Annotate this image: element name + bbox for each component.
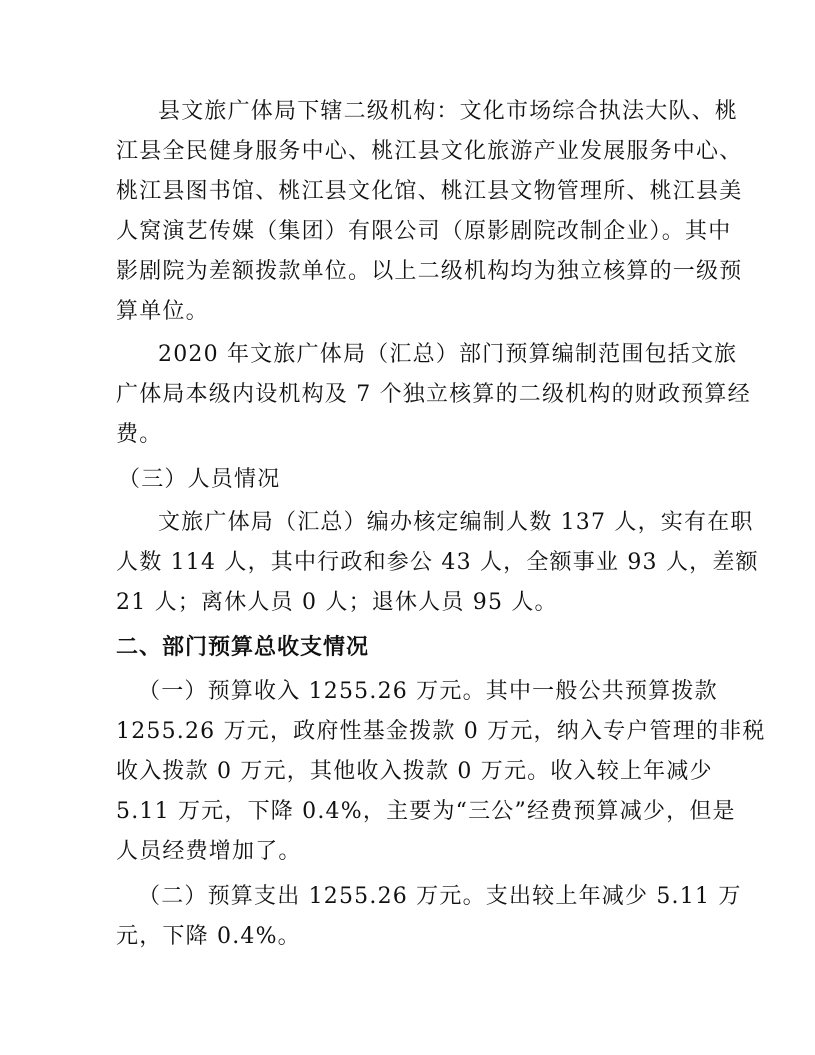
paragraph-line: 5.11 万元，下降 0.4%，主要为“三公”经费预算减少，但是 [116,799,736,824]
paragraph-line: 县文旅广体局下辖二级机构：文化市场综合执法大队、桃 [158,99,739,124]
paragraph-line: 江县全民健身服务中心、桃江县文化旅游产业发展服务中心、 [116,139,743,164]
paragraph-line: 桃江县图书馆、桃江县文化馆、桃江县文物管理所、桃江县美 [116,179,743,204]
paragraph-line: 元，下降 0.4%。 [116,924,301,949]
paragraph-line: 费。 [116,422,163,447]
paragraph-line: 影剧院为差额拨款单位。以上二级机构均为独立核算的一级预 [116,259,743,284]
paragraph-line: 人员经费增加了。 [116,839,302,864]
paragraph-line: 1255.26 万元，政府性基金拨款 0 万元，纳入专户管理的非税 [116,719,766,744]
paragraph-line: 21 人；离休人员 0 人；退休人员 95 人。 [116,590,558,615]
paragraph-line: 人窝演艺传媒（集团）有限公司（原影剧院改制企业）。其中 [116,219,732,244]
paragraph-line: （二）预算支出 1255.26 万元。支出较上年减少 5.11 万 [138,884,742,909]
paragraph-line: 人数 114 人，其中行政和参公 43 人，全额事业 93 人，差额 [116,550,759,575]
paragraph-line: 广体局本级内设机构及 7 个独立核算的二级机构的财政预算经 [116,382,751,407]
paragraph-line: 算单位。 [116,299,209,324]
paragraph-line: 文旅广体局（汇总）编办核定编制人数 137 人，实有在职 [158,510,754,535]
section-heading-budget-summary: 二、部门预算总收支情况 [116,635,370,660]
paragraph-line: （一）预算收入 1255.26 万元。其中一般公共预算拨款 [138,679,718,704]
paragraph-line: 2020 年文旅广体局（汇总）部门预算编制范围包括文旅 [158,342,738,367]
paragraph-line: 收入拨款 0 万元，其他收入拨款 0 万元。收入较上年减少 [116,759,713,784]
section-heading-personnel: （三）人员情况 [118,467,281,492]
